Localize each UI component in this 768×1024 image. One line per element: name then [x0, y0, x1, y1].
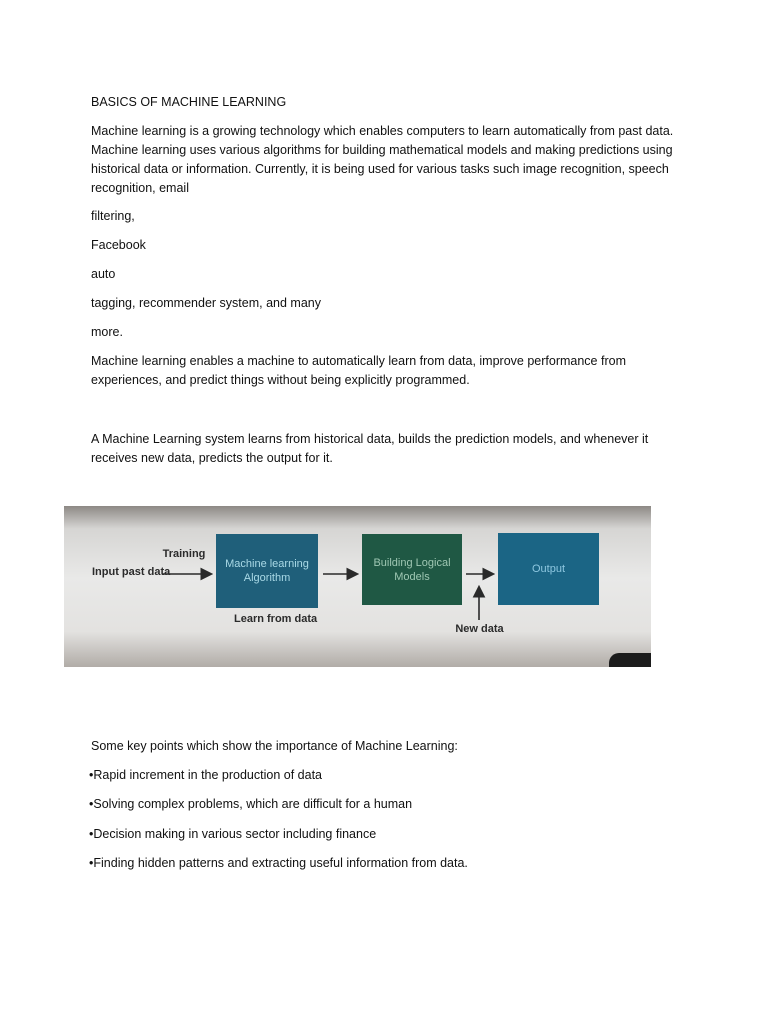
key-point-item: •Decision making in various sector including finance: [89, 827, 377, 841]
output-box: Output: [498, 533, 599, 605]
system-paragraph: A Machine Learning system learns from historical data, builds the prediction models, and whenever it receives new data, predicts the output for it.: [91, 432, 649, 465]
key-point-item: •Rapid increment in the production of data: [89, 768, 322, 782]
ml-process-diagram-photo: [64, 506, 651, 667]
new-data-label: New data: [455, 623, 504, 635]
intro-paragraph: Machine learning is a growing technology which enables computers to learn automatically from past data. Machine learning uses various algorithms for building mathematical models and making predictions using historical data or information. Currently, it is being used for various tasks such image recognition, speech recognition, email: [91, 124, 674, 195]
definition-paragraph: Machine learning enables a machine to automatically learn from data, improve performance from experiences, and predict things without being explicitly programmed.: [91, 354, 626, 387]
building-models-box: Building Logical Models: [362, 534, 462, 605]
learn-from-data-label: Learn from data: [234, 613, 318, 625]
line-more: more.: [91, 325, 123, 339]
line-facebook: Facebook: [91, 238, 146, 252]
photo-corner-shadow: [609, 653, 651, 667]
training-label: Training: [162, 548, 206, 560]
key-point-item: •Finding hidden patterns and extracting useful information from data.: [89, 856, 468, 870]
document-title: BASICS OF MACHINE LEARNING: [91, 95, 287, 109]
key-point-item: •Solving complex problems, which are difficult for a human: [89, 797, 413, 811]
input-past-data-label: Input past data: [92, 566, 171, 578]
line-auto: auto: [91, 267, 116, 281]
line-tagging: tagging, recommender system, and many: [91, 296, 321, 310]
key-points-intro: Some key points which show the importance of Machine Learning:: [91, 739, 458, 753]
ml-algorithm-box: Machine learning Algorithm: [216, 534, 318, 608]
line-filtering: filtering,: [91, 209, 135, 223]
